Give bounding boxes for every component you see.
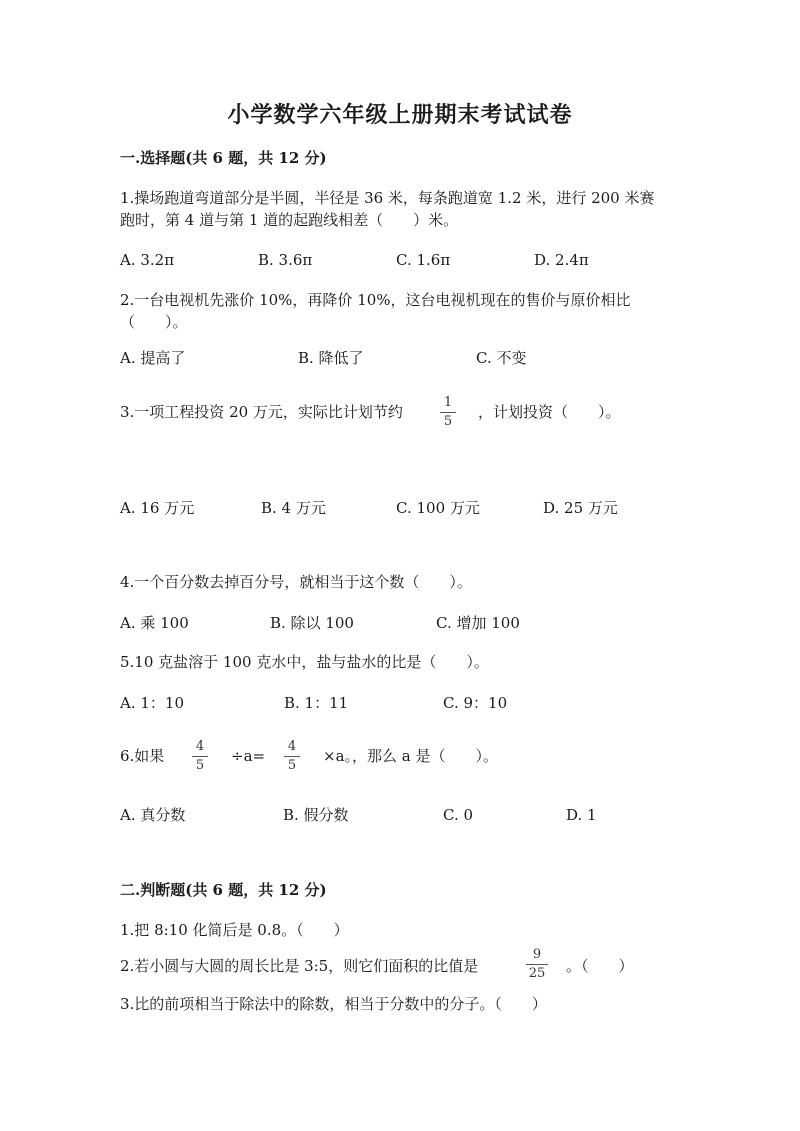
question-2-option-c: C. 不变 [476,349,527,367]
question-6-option-c: C. 0 [443,806,474,824]
question-2-option-b: B. 降低了 [298,349,364,367]
question-5-line-1: 5.10 克盐溶于 100 克水中，盐与盐水的比是（ ）。 [120,653,489,671]
judgment-3: 3.比的前项相当于除法中的除数，相当于分数中的分子。（ ） [120,995,547,1013]
question-6-suffix: ×a。，那么 a 是（ ）。 [323,747,498,765]
fraction-denominator: 5 [195,758,205,773]
fraction-numerator: 4 [287,739,297,754]
question-5-option-a: A. 1：10 [120,694,184,712]
question-4-option-c: C. 增加 100 [436,614,520,632]
fraction-bar [192,756,208,757]
question-6-option-b: B. 假分数 [283,806,349,824]
question-6-prefix: 6.如果 [120,747,165,765]
question-5-option-b: B. 1：11 [284,694,349,712]
fraction-denominator: 5 [287,758,297,773]
question-4-option-b: B. 除以 100 [270,614,354,632]
fraction-denominator: 25 [528,966,546,981]
question-6-fraction-2 [284,740,300,773]
question-6-option-a: A. 真分数 [120,806,186,824]
fraction-numerator: 9 [532,947,542,962]
fraction-denominator: 5 [443,414,453,429]
judgment-1: 1.把 8:10 化简后是 0.8。（ ） [120,921,349,939]
question-5-option-c: C. 9：10 [443,694,508,712]
judgment-2-text-before: 2.若小圆与大圆的周长比是 3:5，则它们面积的比值是 [120,957,479,975]
question-2-line-1: 2.一台电视机先涨价 10%，再降价 10%，这台电视机现在的售价与原价相比 [120,291,631,309]
question-6-middle: ÷a= [231,747,266,765]
question-1-option-d: D. 2.4π [534,251,589,269]
section-heading-judgment: 二.判断题(共 6 题，共 12 分) [120,881,327,899]
question-6-option-d: D. 1 [566,806,597,824]
question-2-option-a: A. 提高了 [120,349,186,367]
question-4-option-a: A. 乘 100 [120,614,189,632]
question-1-line-2: 跑时，第 4 道与第 1 道的起跑线相差（ ）米。 [120,211,459,229]
question-3-fraction [440,396,456,429]
question-3-option-d: D. 25 万元 [543,499,618,517]
question-1-option-a: A. 3.2π [120,251,175,269]
fraction-bar [284,756,300,757]
fraction-numerator: 1 [443,395,453,410]
fraction-numerator: 4 [195,739,205,754]
section-heading-choice: 一.选择题(共 6 题，共 12 分) [120,149,327,167]
question-6-fraction-1 [192,740,208,773]
question-4-line-1: 4.一个百分数去掉百分号，就相当于这个数（ ）。 [120,573,472,591]
page-title: 小学数学六年级上册期末考试试卷 [227,102,573,128]
fraction-bar [526,964,548,965]
fraction-bar [440,412,456,413]
question-3-text-before: 3.一项工程投资 20 万元，实际比计划节约 [120,403,403,421]
question-3-option-b: B. 4 万元 [261,499,326,517]
judgment-2-fraction [526,948,548,981]
judgment-2-text-after: 。（ ） [566,957,634,975]
question-3-option-a: A. 16 万元 [120,499,195,517]
question-1-option-b: B. 3.6π [258,251,313,269]
question-1-option-c: C. 1.6π [396,251,451,269]
question-3-text-after: ，计划投资（ ）。 [478,403,621,421]
question-1-line-1: 1.操场跑道弯道部分是半圆，半径是 36 米，每条跑道宽 1.2 米，进行 200 米赛 [120,189,655,207]
question-3-option-c: C. 100 万元 [396,499,480,517]
question-2-line-2: （ ）。 [120,313,188,331]
